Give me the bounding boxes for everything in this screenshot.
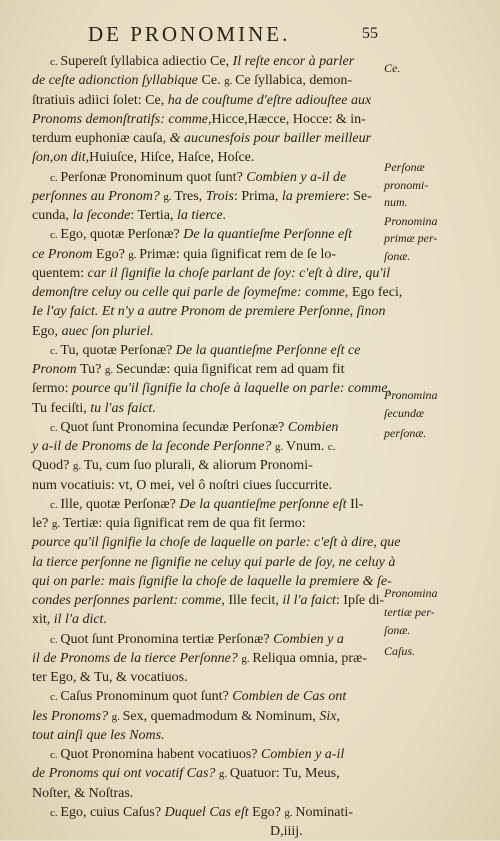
margin-note: pronomi- (384, 178, 429, 192)
speaker-mark: g. (128, 248, 140, 261)
french-gloss: auec ſon pluriel. (61, 323, 154, 339)
latin-text: Tu, cum ſuo plurali, & aliorum Pronomi- (83, 458, 313, 474)
text-line (32, 91, 382, 110)
latin-text: Ille fecit, (228, 593, 283, 608)
french-gloss: il l'a faict (282, 593, 336, 608)
speaker-mark: g. (218, 768, 230, 781)
catchword: D,iiij. (270, 824, 303, 839)
text-line (32, 476, 382, 495)
french-gloss: de Pronoms qui ont vocatif Cas? (32, 766, 219, 782)
margin-note: ſonæ. (384, 249, 411, 263)
french-gloss: la premiere (281, 188, 346, 204)
text-line (32, 71, 382, 90)
french-gloss: car il ſignifie la choſe parlant de ſoy: c'eſt à dire, qu'il (87, 265, 391, 281)
latin-text: Quot Pronomina habent vocatiuos? (60, 747, 262, 762)
latin-text: Secundæ: quia ſignificat rem ad quam fit (115, 362, 345, 377)
text-line (32, 553, 396, 572)
text-line (32, 245, 382, 264)
french-gloss: qui on parle: mais ſignifie la choſe de laquelle la premiere & ſe- (32, 573, 392, 589)
french-gloss: Combien y a-il (261, 747, 345, 762)
french-gloss: les Pronoms? (32, 708, 112, 724)
margin-note: Caſus. (384, 644, 416, 658)
text-line (32, 360, 382, 379)
speaker-mark: g. (163, 190, 175, 203)
french-gloss: il de Pronoms de la tierce Perſonne? (32, 650, 242, 666)
text-line (32, 764, 382, 783)
speaker-mark: g. (241, 652, 253, 665)
french-gloss: De la quantieſme Perſonne eſt ce (175, 342, 361, 358)
latin-text: ſtratiuis adiici ſolet: Ce, (32, 92, 168, 108)
speaker-mark: c. (50, 806, 61, 819)
speaker-mark: c. (50, 633, 61, 646)
text-line (32, 610, 382, 629)
latin-text: Reliqua omnia, præ- (252, 650, 368, 666)
speaker-mark: c. (50, 344, 61, 357)
text-line (32, 341, 382, 360)
latin-text: Nominati- (295, 804, 353, 820)
french-gloss: y a-il de Pronoms de la ſeconde Perſonne? (32, 439, 275, 454)
speaker-mark: g. (274, 441, 286, 453)
latin-text: num vocatiuis: vt, O mei, vel ô noſtri ciues ſuccurrite. (32, 477, 333, 493)
latin-text: Quot ſunt Pronomina tertiæ Perſonæ? (60, 631, 274, 647)
text-block (32, 52, 403, 841)
french-gloss: la tierce perſonne ne ſignifie ne celuy qui parle de ſoy, ne celuy à (32, 554, 396, 570)
latin-text: Primæ: quia ſignificat rem de ſe lo- (139, 246, 337, 262)
latin-text: Ego, cuius Caſus? (60, 804, 165, 820)
latin-text: Ego? (96, 246, 129, 262)
latin-text: Ce. (201, 73, 225, 89)
latin-text: Ce ſyllabica, demon- (235, 73, 353, 89)
latin-text: Il- (350, 496, 364, 512)
french-gloss: Il reſte encor à parler (232, 54, 355, 69)
speaker-mark: g. (72, 460, 84, 473)
latin-text: quentem: (32, 265, 88, 281)
latin-text: Ego? (252, 804, 285, 820)
latin-text: Vnum. (285, 439, 328, 454)
speaker-mark: g. (51, 518, 63, 530)
text-line (32, 302, 386, 321)
latin-text: Ego feci, (351, 285, 403, 300)
margin-note: num. (384, 195, 408, 209)
french-gloss: Six, (319, 708, 340, 724)
text-line (32, 591, 385, 610)
latin-text: Tu feciſti, (32, 400, 91, 416)
french-gloss: Trois (205, 188, 234, 204)
latin-text: : Se- (345, 188, 372, 204)
french-gloss: Combien y a-il de (246, 169, 347, 185)
latin-text: Tres, (174, 188, 206, 204)
text-line (32, 745, 382, 764)
text-line (32, 399, 382, 418)
latin-text: xit, (32, 612, 54, 628)
latin-text: Hicce,Hæcce, Hocce: & in- (211, 111, 366, 127)
french-gloss: il l'a dict. (53, 612, 107, 628)
latin-text: Quot ſunt Pronomina ſecundæ Perſonæ? (60, 419, 288, 435)
french-gloss: & aucunesfois pour bailler meilleur (169, 131, 372, 146)
text-line (32, 495, 382, 514)
text-line (32, 225, 382, 244)
speaker-mark: c. (50, 498, 61, 511)
text-line (32, 726, 382, 745)
margin-note: tertiæ per- (384, 605, 435, 619)
text-line (32, 784, 382, 803)
latin-text: : Ipſe di- (335, 593, 385, 608)
latin-text: le? (32, 516, 52, 531)
margin-note: Pronomina (384, 214, 438, 228)
text-line (32, 148, 382, 167)
text-line (32, 283, 403, 302)
french-gloss: Pronom (32, 362, 81, 377)
latin-text: Sex, quemadmodum & Nominum, (122, 708, 320, 724)
latin-text: Quatuor: Tu, Meus, (229, 766, 340, 782)
text-line (32, 168, 382, 187)
text-line (32, 129, 382, 148)
text-line (32, 322, 382, 341)
latin-text: Supereſt ſyllabica adiectio Ce, (60, 54, 233, 69)
margin-note: primæ per- (384, 231, 438, 245)
text-line (32, 803, 382, 822)
french-gloss: la tierce. (176, 208, 227, 223)
margin-note: ſecundæ (384, 406, 424, 420)
french-gloss: la ſeconde (72, 208, 131, 223)
french-gloss: de ceſte adionction ſyllabique (32, 73, 202, 89)
margin-note: Pronomina (384, 388, 438, 402)
french-gloss: Pronoms demonſtratifs: comme, (32, 111, 212, 127)
speaker-mark: g. (104, 364, 116, 376)
speaker-mark: c. (50, 171, 61, 184)
french-gloss: ha de couſtume d'eſtre adiouſtee aux (167, 92, 372, 108)
speaker-mark: g. (284, 806, 296, 819)
text-line (32, 687, 382, 706)
latin-text: Ego, (32, 323, 62, 339)
latin-text: ſermo: (32, 381, 73, 397)
french-gloss: tu l'as faict. (90, 400, 156, 416)
running-title: DE PRONOMINE. (88, 22, 291, 46)
speaker-mark: c. (50, 749, 61, 761)
latin-text: Noſter, & Noſtras. (32, 785, 134, 801)
speaker-mark: c. (50, 229, 61, 242)
latin-text: Quod? (32, 458, 73, 474)
page-number: 55 (362, 25, 378, 42)
latin-text: Tu? (80, 362, 105, 377)
text-line (32, 379, 392, 398)
text-line (32, 52, 382, 71)
text-line (32, 418, 382, 437)
margin-note: Pronomina (384, 586, 438, 600)
margin-note: Perſonæ (384, 160, 425, 174)
french-gloss: Duquel Cas eſt (164, 804, 253, 820)
french-gloss: condes perſonnes parlent: comme, (32, 593, 229, 608)
french-gloss: ſon,on dit, (32, 150, 90, 166)
text-line (32, 514, 382, 533)
french-gloss: pource qu'il ſignifie la choſe de laquelle on parle: c'eſt à dire, que (32, 535, 401, 551)
text-line (32, 110, 382, 129)
french-gloss: Combien de Cas ont (232, 689, 347, 705)
margin-note: Ce. (384, 61, 401, 75)
french-gloss: De la quantieſme perſonne eſt (179, 496, 351, 512)
french-gloss: perſonnes au Pronom? (32, 188, 164, 204)
french-gloss: ce Pronom (32, 246, 97, 262)
french-gloss: tout ainſi que les Noms. (32, 727, 165, 743)
french-gloss: pource qu'il ſignifie la choſe à laquelle on parle: comme, (72, 381, 392, 397)
latin-text: Perſonæ Pronominum quot ſunt? (60, 169, 247, 185)
latin-text: Huiuſce, Hiſce, Haſce, Hoſce. (89, 150, 255, 166)
french-gloss: Combien y a (273, 631, 344, 647)
latin-text: terdum euphoniæ cauſa, (32, 131, 170, 146)
latin-text: Caſus Pronominum quot ſunt? (60, 689, 233, 705)
text-line (32, 264, 391, 283)
speaker-mark: g. (224, 75, 236, 88)
latin-text: : Tertia, (130, 208, 177, 223)
latin-text: cunda, (32, 208, 73, 223)
margin-note: ſonæ. (384, 623, 411, 637)
latin-text: Ille, quotæ Perſonæ? (60, 496, 180, 512)
french-gloss: Combien (287, 419, 339, 435)
text-line (32, 456, 382, 475)
french-gloss: demonſtre celuy ou celle qui parle de ſoymeſme: comme, (32, 285, 352, 300)
margin-note: perſonæ. (384, 426, 427, 440)
speaker-mark: c. (50, 421, 61, 434)
latin-text: ter Ego, & Tu, & vocatiuos. (32, 670, 188, 685)
text-line (32, 668, 382, 687)
speaker-mark: c. (327, 441, 336, 453)
french-gloss: De la quantieſme Perſonne eſt (183, 227, 353, 243)
speaker-mark: c. (50, 56, 61, 68)
text-line (32, 437, 382, 456)
text-line (32, 187, 382, 206)
latin-text: : Prima, (233, 188, 282, 204)
latin-text: Tu, quotæ Perſonæ? (60, 342, 176, 358)
latin-text: Tertiæ: quia ſignificat rem de qua fit ſermo: (62, 516, 306, 531)
text-line (32, 707, 382, 726)
speaker-mark: c. (50, 691, 61, 704)
text-line (32, 572, 392, 591)
text-line (32, 206, 382, 225)
latin-text: Ego, quotæ Perſonæ? (60, 227, 184, 243)
text-line (32, 533, 401, 552)
page-header (0, 22, 500, 50)
text-line (32, 630, 382, 649)
french-gloss: Ie l'ay faict. Et n'y a autre Pronom de premiere Perſonne, ſinon (32, 304, 386, 320)
speaker-mark: g. (111, 710, 123, 723)
text-line (32, 649, 382, 668)
